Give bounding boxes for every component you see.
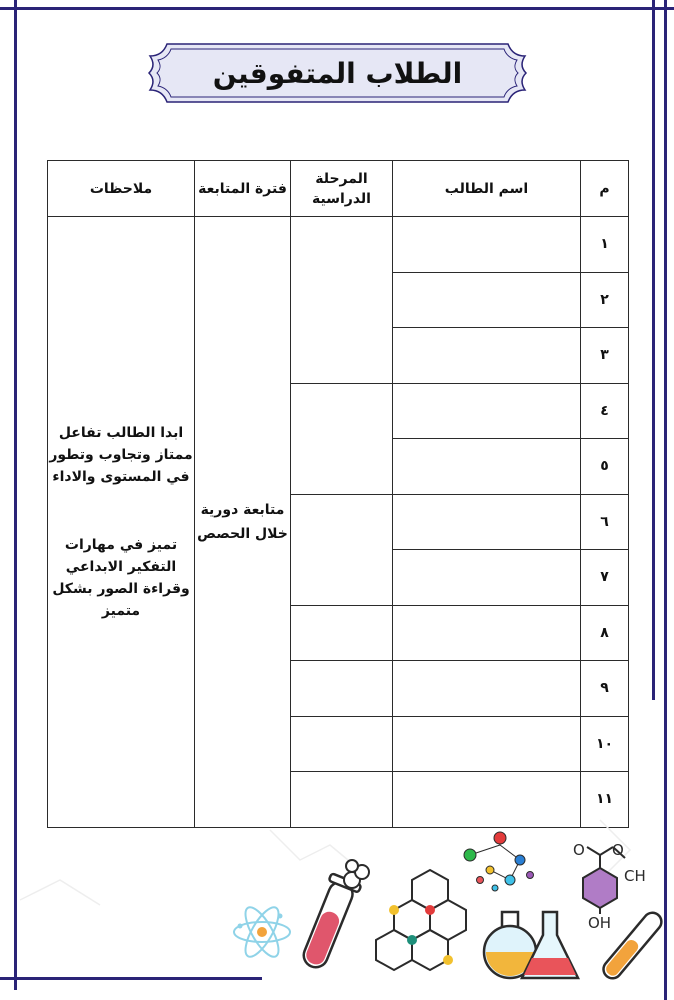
row-number: ١	[581, 217, 629, 273]
atom-icon	[234, 903, 290, 961]
notes-paragraph-2: تميز في مهارات التفكير الابداعي وقراءة الصور بشكل متميز	[52, 536, 190, 619]
notes-paragraph-1: ابدا الطالب تفاعل ممتاز وتجاوب وتطور في المستوى والاداء	[49, 424, 193, 485]
molecule-label-o-right: O	[612, 841, 624, 859]
vapor-cloud-icon	[344, 860, 369, 888]
row-number: ٨	[581, 605, 629, 661]
background-lines-icon	[20, 820, 630, 905]
header-stage: المرحلة الدراسية	[291, 161, 393, 217]
molecule-label-ch: CH	[624, 867, 646, 885]
follow-up-period-cell: متابعة دورية خلال الحصص	[195, 217, 291, 828]
row-number: ٢	[581, 272, 629, 328]
molecule-cluster-icon	[464, 832, 534, 891]
row-number: ٩	[581, 661, 629, 717]
header-number: م	[581, 161, 629, 217]
molecule-label-oh: OH	[588, 914, 612, 932]
row-number: ١٠	[581, 716, 629, 772]
row-number: ٦	[581, 494, 629, 550]
hexagon-molecule-icon	[376, 870, 466, 970]
header-period: فترة المتابعة	[195, 161, 291, 217]
header-student-name: اسم الطالب	[393, 161, 581, 217]
molecule-label-o-top: O	[573, 841, 585, 859]
row-number: ٤	[581, 383, 629, 439]
row-number: ٧	[581, 550, 629, 606]
row-number: ٥	[581, 439, 629, 495]
page-title: الطلاب المتفوقين	[212, 56, 463, 90]
header-notes: ملاحظات	[48, 161, 195, 217]
row-number: ٣	[581, 328, 629, 384]
row-number: ١١	[581, 772, 629, 828]
